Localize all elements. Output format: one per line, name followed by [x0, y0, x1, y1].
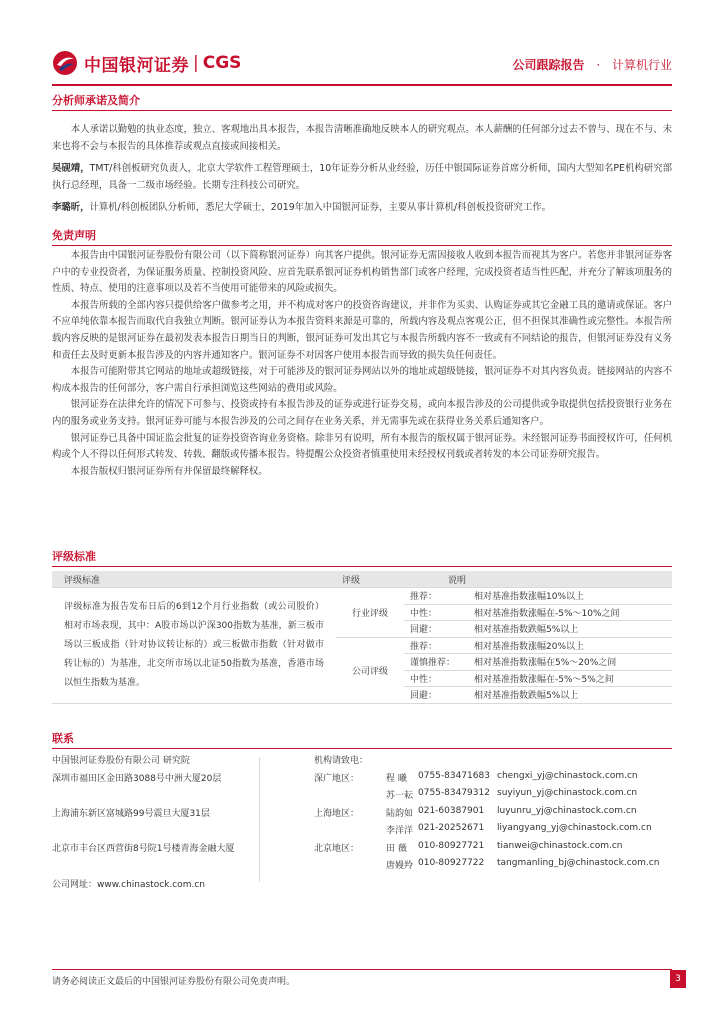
analyst-bio-2 [52, 200, 672, 217]
rating-row [404, 604, 672, 621]
analyst-bio-1 [52, 161, 672, 194]
contact-email[interactable]: suyiyun_yj@chinastock.com.cn [497, 788, 638, 798]
rating-table [52, 571, 672, 704]
header-report-info [512, 56, 672, 73]
disclaimer-paragraph: 本报告所载的全部内容只提供给客户做参考之用，并不构成对客户的投资咨询建议，并非作为买卖、认购证券或其它金融工具的邀请或保证。客户不应单纯依靠本报告而取代自我独立判断。银河证券认为本报告资料来源是可靠的，所载内容及观点客观公正，但不担保其准确性或完整性。本报告所载内容反映的是银河证券在最初发表本报告日期当日的判断，银河证券可发出其它与本报告所载内容不一致或有不同结论的报告，但银河证券没有义务和责任去及时更新本报告涉及的内容并通知客户。银河证券不对因客户使用本报告而导致的损失负任何责任。 [52, 299, 672, 361]
contact-section-title: 联系 [52, 730, 672, 749]
rating-row [404, 588, 672, 605]
region-label: 深广地区： [314, 774, 360, 784]
contact-phone: 010-80927721 [418, 841, 485, 851]
analyst-statement: 本人承诺以勤勉的执业态度，独立、客观地出具本报告，本报告清晰准确地反映本人的研究观点。本人薪酬的任何部分过去不曾与、现在不与、未来也将不会与本报告的具体推荐或观点直接或间接相关。 [52, 124, 672, 152]
analyst-bio: TMT/科创板研究负责人，北京大学软件工程管理硕士，10年证券分析从业经验，历任中银国际证券首席分析师，国内大型知名PE机构研究部执行总经理，具备一二级市场经验。长期专注科技公司研究。 [52, 163, 672, 191]
contact-row [52, 771, 672, 786]
header-dot: · [596, 58, 601, 72]
report-type: 公司跟踪报告 [512, 58, 585, 72]
rating-note: 相对基准指数涨幅在5%～20%之间 [474, 658, 617, 669]
logo-chinese-text: 中国银河证券 [84, 55, 189, 76]
analyst-section-body [52, 122, 672, 217]
contact-name: 李洋洋 [386, 826, 414, 836]
contact-row [52, 806, 672, 821]
page-header [52, 44, 672, 84]
region-label: 北京地区： [314, 844, 360, 854]
contact-phone: 0755-83479312 [418, 788, 490, 798]
rating-note: 相对基准指数涨幅20%以上 [474, 641, 585, 652]
company-logo [52, 50, 241, 76]
analyst-bio: 计算机/科创板团队分析师，悉尼大学硕士，2019年加入中国银河证券，主要从事计算机/科创板投资研究工作。 [89, 202, 551, 214]
contact-row [52, 877, 672, 892]
office-address: 深圳市福田区金田路3088号中洲大厦20层 [52, 774, 222, 784]
contact-phone: 021-20252671 [418, 823, 485, 833]
page-number: 3 [670, 970, 686, 988]
rating-category: 行业评级 [336, 588, 404, 638]
cgs-logo-icon [52, 50, 78, 76]
contact-phone: 0755-83471683 [418, 771, 490, 781]
table-row [52, 588, 672, 605]
rating-section-title: 评级标准 [52, 548, 672, 567]
institution-label: 机构请致电： [314, 756, 369, 766]
rating-note: 相对基准指数跌幅5%以上 [474, 625, 579, 636]
rating-label: 谨慎推荐： [410, 658, 456, 669]
contact-phone: 010-80927722 [418, 858, 485, 868]
rating-row [404, 670, 672, 687]
contact-name: 苏一耘 [386, 791, 414, 801]
industry-label: 计算机行业 [611, 58, 672, 72]
disclaimer-section-body [52, 248, 672, 480]
rating-row [404, 687, 672, 704]
company-name: 中国银河证券股份有限公司 研究院 [52, 756, 190, 766]
rating-label: 回避： [410, 691, 438, 702]
header-divider [52, 84, 672, 86]
analyst-name: 吴砚靖， [52, 163, 90, 175]
analyst-section-title: 分析师承诺及简介 [52, 92, 672, 111]
logo-english-text: CGS [202, 53, 242, 73]
rating-label: 中性： [410, 674, 438, 685]
rating-note: 相对基准指数涨幅10%以上 [474, 592, 585, 603]
company-website[interactable]: 公司网址：www.chinastock.com.cn [52, 880, 205, 890]
rating-note: 相对基准指数涨幅在-5%～5%之间 [474, 674, 614, 685]
disclaimer-paragraph: 本报告版权归银河证券所有并保留最终解释权。 [70, 465, 268, 477]
disclaimer-paragraph: 银河证券已具备中国证监会批复的证券投资咨询业务资格。除非另有说明，所有本报告的版权属于银河证券。未经银河证券书面授权许可，任何机构或个人不得以任何形式转发、转载、翻版或传播本报告。特提醒公众投资者慎重使用未经授权刊载或者转发的本公司证券研究报告。 [52, 432, 672, 461]
contact-email[interactable]: tianwei@chinastock.com.cn [497, 841, 623, 851]
disclaimer-section-title: 免责声明 [52, 227, 672, 246]
rating-note: 相对基准指数涨幅在-5%～10%之间 [474, 608, 620, 619]
contact-name: 陆韵如 [386, 809, 414, 819]
rating-label: 回避： [410, 625, 438, 636]
analyst-name: 李璐昕， [52, 202, 90, 214]
disclaimer-paragraph: 本报告可能附带其它网站的地址或超级链接，对于可能涉及的银河证券网站以外的地址或超级链接，银河证券不对其内容负责。链接网站的内容不构成本报告的任何部分，客户需自行承担浏览这些网站的费用或风险。 [52, 366, 672, 394]
office-address: 上海浦东新区富城路99号震旦大厦31层 [52, 809, 210, 819]
contact-email[interactable]: liyangyang_yj@chinastock.com.cn [497, 823, 652, 833]
rating-label: 推荐： [410, 592, 438, 603]
contact-email[interactable]: tangmanling_bj@chinastock.com.cn [497, 858, 660, 868]
office-address: 北京市丰台区西营街8号院1号楼青海金融大厦 [52, 844, 235, 854]
rating-note: 相对基准指数跌幅5%以上 [474, 691, 579, 702]
contact-row [52, 858, 672, 873]
contact-email[interactable]: chengxi_yj@chinastock.com.cn [497, 771, 638, 781]
contact-row [52, 841, 672, 856]
contact-name: 唐嫚羚 [386, 861, 414, 871]
contact-row [52, 753, 672, 768]
rating-category: 公司评级 [336, 637, 404, 703]
contact-row [52, 823, 672, 838]
footer-text: 请务必阅读正文最后的中国银河证券股份有限公司免责声明。 [52, 977, 296, 987]
rating-label: 中性： [410, 608, 438, 619]
disclaimer-paragraph: 本报告由中国银河证券股份有限公司（以下简称银河证券）向其客户提供。银河证券无需因接收人收到本报告而视其为客户。若您并非银河证券客户中的专业投资者，为保证服务质量、控制投资风险、应首先联系银河证券机构销售部门或客户经理，完成投资者适当性匹配，并充分了解该项服务的性质、特点、使用的注意事项以及若不当使用可能带来的风险或损失。 [52, 250, 672, 295]
rating-row [404, 621, 672, 638]
rating-table-header [52, 571, 672, 588]
contact-email[interactable]: luyunru_yj@chinastock.com.cn [497, 806, 637, 816]
footer-divider [52, 969, 672, 970]
disclaimer-paragraph: 银河证券在法律允许的情况下可参与、投资或持有本报告涉及的证券或进行证券交易，或向本报告涉及的公司提供或争取提供包括投资银行业务在内的服务或业务支持。银河证券可能与本报告涉及的公司之间存在业务关系，并无需事先或在获得业务关系后通知客户。 [52, 399, 672, 427]
contact-name: 程 曦 [386, 774, 407, 784]
region-label: 上海地区： [314, 809, 360, 819]
logo-separator: | [193, 53, 199, 73]
header-cell-rating: 评级 [336, 571, 404, 588]
rating-label: 推荐： [410, 641, 438, 652]
rating-description: 评级标准为报告发布日后的6到12个月行业指数（或公司股价）相对市场表现，其中：A股市场以沪深300指数为基准，新三板市场以三板成指（针对协议转让标的）或三板做市指数（针对做市转让标的）为基准，北交所市场以北证50指数为基准，香港市场以恒生指数为基准。 [52, 588, 336, 704]
rating-row [404, 637, 672, 654]
rating-row [404, 654, 672, 671]
contact-name: 田 薇 [386, 844, 407, 854]
header-cell-note: 说明 [442, 571, 672, 588]
contact-row [52, 788, 672, 803]
header-cell-standard: 评级标准 [52, 571, 336, 588]
contact-phone: 021-60387901 [418, 806, 485, 816]
